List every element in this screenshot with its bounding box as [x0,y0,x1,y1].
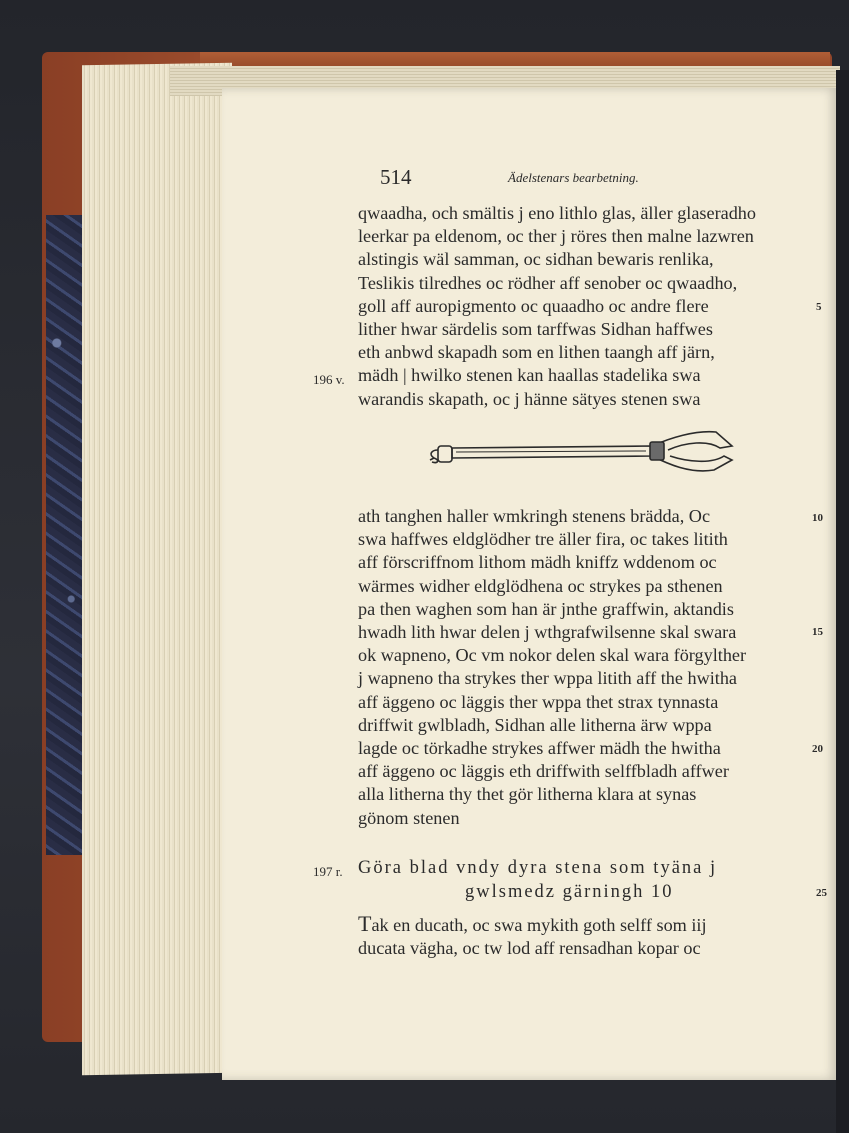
text-line: aff äggeno oc läggis ther wppa thet strax tynnasta [358,691,719,712]
text-line: ducata vägha, oc tw lod aff rensadhan kopar oc [358,938,701,959]
text-line: mädh | hwilko stenen kan haallas stadelika swa [358,365,701,386]
marbled-endpaper [46,215,82,855]
text-line: goll aff auropigmento oc quaadho oc andre flere [358,295,709,316]
text-line: hwadh lith hwar delen j wthgrafwilsenne skal swara [358,622,737,643]
page-stack-side [82,63,232,1076]
text-line: leerkar pa eldenom, oc ther j röres then malne lazwren [358,226,754,247]
line-number-20: 20 [812,743,823,755]
text-line: alstingis wäl samman, oc sidhan bewaris renlika, [358,249,714,270]
tongs-figure [420,424,740,486]
margin-note-196v: 196 v. [313,372,345,387]
recipe-heading-line-2: gwlsmedz gärningh 10 [465,882,674,902]
margin-note-197r: 197 r. [313,864,343,879]
text-line: Teslikis tilredhes oc rödher aff senober oc qwaadho, [358,272,738,293]
right-edge-shadow [836,70,849,1133]
text-line: ok wapneno, Oc vm nokor delen skal wara förgylther [358,645,747,666]
line-number-15: 15 [812,626,823,638]
text-line: wärmes widher eldglödhena oc strykes pa sthenen [358,575,723,596]
text-line: aff äggeno oc läggis eth driffwith selffbladh affwer [358,761,729,782]
text-line-rest: ak en ducath, oc swa mykith goth selff som iij [371,915,707,935]
text-line: lither hwar särdelis som tarffwas Sidhan haffwes [358,319,713,340]
paragraph-2 [358,505,746,830]
running-title: Ädelstenars bearbetning. [508,170,639,185]
text-line: alla litherna thy thet gör litherna klara at synas [358,784,697,805]
text-line: j wapneno tha strykes ther wppa litith aff the hwitha [358,668,737,689]
text-line: swa haffwes eldglödher tre äller fira, oc takes litith [358,529,728,550]
recipe-heading-line-1: Göra blad vndy dyra stena som tyäna j [358,858,718,878]
text-line: gönom stenen [358,807,460,828]
text-line: warandis skapath, oc j hänne sätyes stenen swa [358,388,701,409]
paragraph-3 [358,912,707,960]
line-number-25: 25 [816,887,827,899]
text-line: lagde oc törkadhe strykes affwer mädh the hwitha [358,738,721,759]
text-line [358,912,707,937]
drop-cap: T [358,911,372,936]
text-line: eth anbwd skapadh som en lithen taangh aff järn, [358,342,715,363]
line-number-5: 5 [816,301,822,313]
paragraph-1 [358,202,756,411]
line-number-10: 10 [812,512,823,524]
text-line: pa then waghen som han är jnthe graffwin, aktandis [358,598,734,619]
page-number: 514 [380,165,412,189]
text-line: driffwit gwlbladh, Sidhan alle litherna ärw wppa [358,714,712,735]
text-line: qwaadha, och smältis j eno lithlo glas, äller glaseradho [358,203,756,223]
text-line: ath tanghen haller wmkringh stenens brädda, Oc [358,506,711,526]
text-line: aff förscriffnom lithom mädh kniffz wddenom oc [358,552,717,573]
